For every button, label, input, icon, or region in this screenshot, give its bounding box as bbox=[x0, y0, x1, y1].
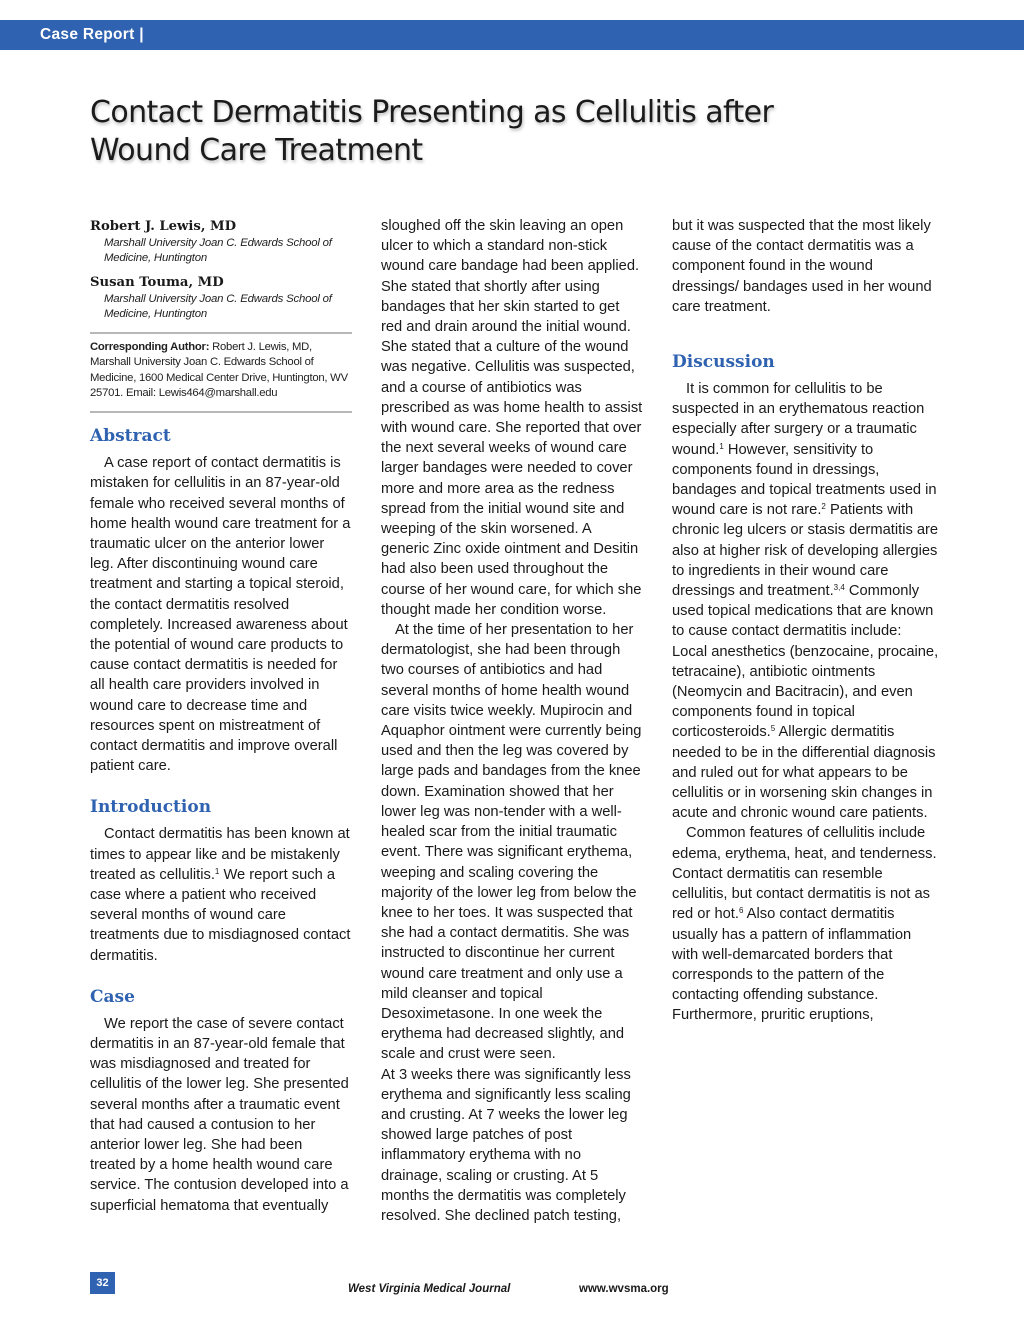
author-name: Robert J. Lewis, MD bbox=[90, 219, 237, 234]
citation-ref: 1 bbox=[214, 866, 220, 876]
author-block bbox=[90, 274, 352, 322]
citation-ref: 5 bbox=[770, 724, 776, 734]
introduction-heading: Introduction bbox=[90, 797, 212, 818]
abstract-heading: Abstract bbox=[90, 426, 171, 447]
case-heading: Case bbox=[90, 986, 135, 1007]
introduction-text: Contact dermatitis has been known at times to appear like and be mistakenly treated as cellulitis.$^1$ We report such a case where a patient who received several months of wound care treatments due to misdiagnosed contact dermatitis. bbox=[90, 826, 351, 964]
column-2 bbox=[381, 216, 643, 1226]
section-header-bar bbox=[0, 20, 1024, 50]
column-3 bbox=[672, 216, 940, 1026]
discussion-paragraph-1: It is common for cellulitis to be suspected in an erythematous reaction especially after surgery or a traumatic wound.$^1$ However, sensitivity to components found in dressings, bandages and topical treatments used in wound care is not rare.$^2$ Patients with chronic leg ulcers or stasis dermatitis are also at higher risk of developing allergies to ingredients in their wound care dressings and treatment.$^{3,4}$ Commonly used topical medications that are known to cause contact dermatitis include: Local anesthetics (benzocaine, procaine, tetracaine), antibiotic ointments (Neomycin and Bacitracin), and even components found in topical corticosteroids.$^5$ Allergic dermatitis needed to be in the differential diagnosis and ruled out for what appears to be cellulitis or in worsening skin changes in acute and chronic wound care patients. bbox=[672, 381, 939, 822]
corresponding-label: Corresponding Author: bbox=[90, 341, 210, 353]
journal-url: www.wvsma.org bbox=[579, 1283, 669, 1295]
divider bbox=[90, 411, 352, 413]
article-title: Contact Dermatitis Presenting as Cellulitis after Wound Care Treatment bbox=[90, 95, 774, 168]
author-affiliation: Marshall University Joan C. Edwards School of Medicine, Huntington bbox=[104, 237, 332, 264]
discussion-heading: Discussion bbox=[672, 352, 775, 373]
case-paragraph-1-continued: sloughed off the skin leaving an open ulcer to which a standard non-stick wound care bandage had been applied. She stated that shortly after using bandages that her skin started to get red and drain around the initial wound. She stated that a culture of the wound was negative. Cellulitis was suspected, and a course of antibiotics was prescribed as was home health to assist with wound care. She reported that over the next several weeks of wound care larger bandages were needed to cover more and more area as the redness spread from the initial wound site and weeping of the skin worsened. A generic Zinc oxide ointment and Desitin had also been used throughout the course of her wound care, for which she thought made her condition worse. bbox=[381, 218, 643, 618]
page-number: 32 bbox=[90, 1272, 115, 1294]
corresponding-text: Robert J. Lewis, MD, Marshall University Joan C. Edwards School of Medicine, 1600 Medical Center Drive, Huntington, WV 25701. Email: Lewis464@marshall.edu bbox=[90, 341, 348, 399]
abstract-text: A case report of contact dermatitis is mistaken for cellulitis in an 87-year-old female who received several months of home health wound care treatment for a traumatic ulcer on the anterior lower leg. After discontinuing wound care treatment and starting a topical steroid, the contact dermatitis resolved completely. Increased awareness about the potential of wound care products to cause contact dermatitis is needed for all health care providers involved in wound care to decrease time and resources spent on mistreatment of contact dermatitis and improve overall patient care. bbox=[90, 455, 351, 775]
divider bbox=[90, 332, 352, 334]
case-paragraph-3: At 3 weeks there was significantly less erythema and significantly less scaling and crusting. At 7 weeks the lower leg showed large patches of post inflammatory erythema with no drainage, scaling or crusting. At 5 months the dermatitis was completely resolved. She declined patch testing, bbox=[381, 1066, 631, 1224]
author-affiliation: Marshall University Joan C. Edwards School of Medicine, Huntington bbox=[104, 293, 332, 320]
citation-ref: 1 bbox=[719, 441, 724, 451]
case-paragraph-3-continued: but it was suspected that the most likely cause of the contact dermatitis was a component found in the wound dressings/ bandages used in her wound care treatment. bbox=[672, 218, 932, 315]
discussion-paragraph-2: Common features of cellulitis include edema, erythema, heat, and tenderness. Contact dermatitis can resemble cellulitis, but contact dermatitis is not as red or hot.$^6$ Also contact dermatitis usually has a pattern of inflammation with well-demarcated borders that corresponds to the pattern of the contacting offending substance. Furthermore, pruritic eruptions, bbox=[672, 825, 937, 1024]
column-1 bbox=[90, 216, 352, 1216]
corresponding-author bbox=[90, 340, 352, 401]
case-paragraph-1: We report the case of severe contact dermatitis in an 87-year-old female that was misdiagnosed and treated for cellulitis of the lower leg. She presented several months after a traumatic event that had caused a contusion to her anterior lower leg. She had been treated by a home health wound care service. The contusion developed into a superficial hematoma that eventually bbox=[90, 1015, 349, 1214]
citation-ref: 2 bbox=[821, 502, 826, 512]
author-block bbox=[90, 218, 352, 266]
case-paragraph-2: At the time of her presentation to her dermatologist, she had been through two courses of antibiotics and had several months of home health wound care visits twice weekly. Mupirocin and Aquaphor ointment were currently being used and then the leg was covered by large pads and bandages from the knee down. Examination showed that her lower leg was non-tender with a well-healed scar from the initial traumatic event. There was significant erythema, weeping and scaling covering the majority of the lower leg from below the knee to her toes. It was suspected that she had a contact dermatitis. She was instructed to discontinue her current wound care treatment and only use a mild cleanser and topical Desoximetasone. In one week the erythema had decreased slightly, and scale and crust were seen. bbox=[381, 622, 642, 1063]
citation-ref: 6 bbox=[738, 906, 744, 916]
journal-name: West Virginia Medical Journal bbox=[348, 1283, 511, 1295]
section-label: Case Report | bbox=[40, 26, 144, 43]
citation-ref: 3,4 bbox=[833, 583, 845, 593]
author-name: Susan Touma, MD bbox=[90, 275, 224, 290]
